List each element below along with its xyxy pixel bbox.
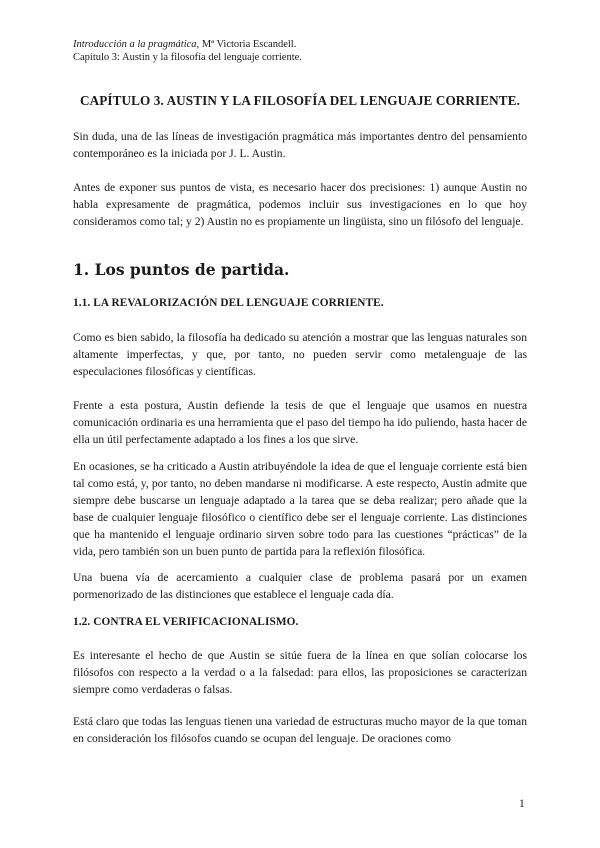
author: Mª Victoria Escandell.: [199, 39, 297, 50]
intro-paragraph-1: Sin duda, una de las líneas de investigación pragmática más importantes dentro del pensamiento contemporáneo es la iniciada por J. L. Austin.: [73, 130, 527, 160]
paragraph-1-1-b: Frente a esta postura, Austin defiende la tesis de que el lenguaje que usamos en nuestra comunicación ordinaria es una herramienta que el paso del tiempo ha ido puliendo, hasta hacer de ella un útil perfectamente adaptado a los fines a los que sirve.: [73, 399, 527, 446]
header-chapter-line: Capítulo 3: Austin y la filosofía del lenguaje corriente.: [73, 52, 302, 63]
header-line-1: [73, 38, 302, 51]
paragraph-1-2-a: Es interesante el hecho de que Austin se sitúe fuera de la línea en que solían colocarse los filósofos con respecto a la verdad o a la falsedad: para ellos, las proposiciones se caracterizan siempre como verdaderas o falsas.: [73, 649, 527, 696]
paragraph-1-2-b: Está claro que todas las lenguas tienen una variedad de estructuras mucho mayor de la que toman en consideración los filósofos cuando se ocupan del lenguaje. De oraciones como: [73, 715, 527, 745]
page-number: 1: [519, 798, 525, 810]
paragraph-1-1-d: Una buena vía de acercamiento a cualquier clase de problema pasará por un examen pormenorizado de las distinciones que establece el lenguaje cada día.: [73, 571, 527, 601]
paragraph-1-1-c: En ocasiones, se ha criticado a Austin atribuyéndole la idea de que el lenguaje corriente está bien tal como está, y, por tanto, no deben mandarse ni modificarse. A este respecto, Austin admite que siempre debe buscarse un lenguaje adaptado a la tarea que se deba realizar; pero añade que la base de cualquier lenguaje filosófico o científico debe ser el lenguaje corriente. Las distinciones que ha mantenido el lenguaje ordinario sirven sobre todo para las cuestiones “prácticas” de la vida, pero también son un buen punto de partida para la reflexión filosófica.: [73, 460, 527, 558]
intro-paragraph-2: Antes de exponer sus puntos de vista, es necesario hacer dos precisiones: 1) aunque Austin no habla expresamente de pragmática, podemos incluir sus investigaciones en lo que hoy consideramos como tal; y 2) Austin no es propiamente un lingüista, sino un filósofo del lenguaje.: [73, 181, 527, 228]
paragraph-1-1-a: Como es bien sabido, la filosofía ha dedicado su atención a mostrar que las lenguas naturales son altamente imperfectas, y que, por tanto, no pueden servir como metalenguaje de las especulaciones filosóficas y científicas.: [73, 331, 527, 378]
subsection-heading-1-2: 1.2. CONTRA EL VERIFICACIONALISMO.: [73, 616, 299, 628]
running-header: [73, 38, 302, 64]
subsection-heading-1-1: 1.1. LA REVALORIZACIÓN DEL LENGUAJE CORRIENTE.: [73, 297, 384, 309]
chapter-title: CAPÍTULO 3. AUSTIN Y LA FILOSOFÍA DEL LENGUAJE CORRIENTE.: [80, 93, 520, 108]
section-heading-1: 1. Los puntos de partida.: [73, 260, 290, 279]
book-title: Introducción a la pragmática,: [73, 39, 200, 50]
